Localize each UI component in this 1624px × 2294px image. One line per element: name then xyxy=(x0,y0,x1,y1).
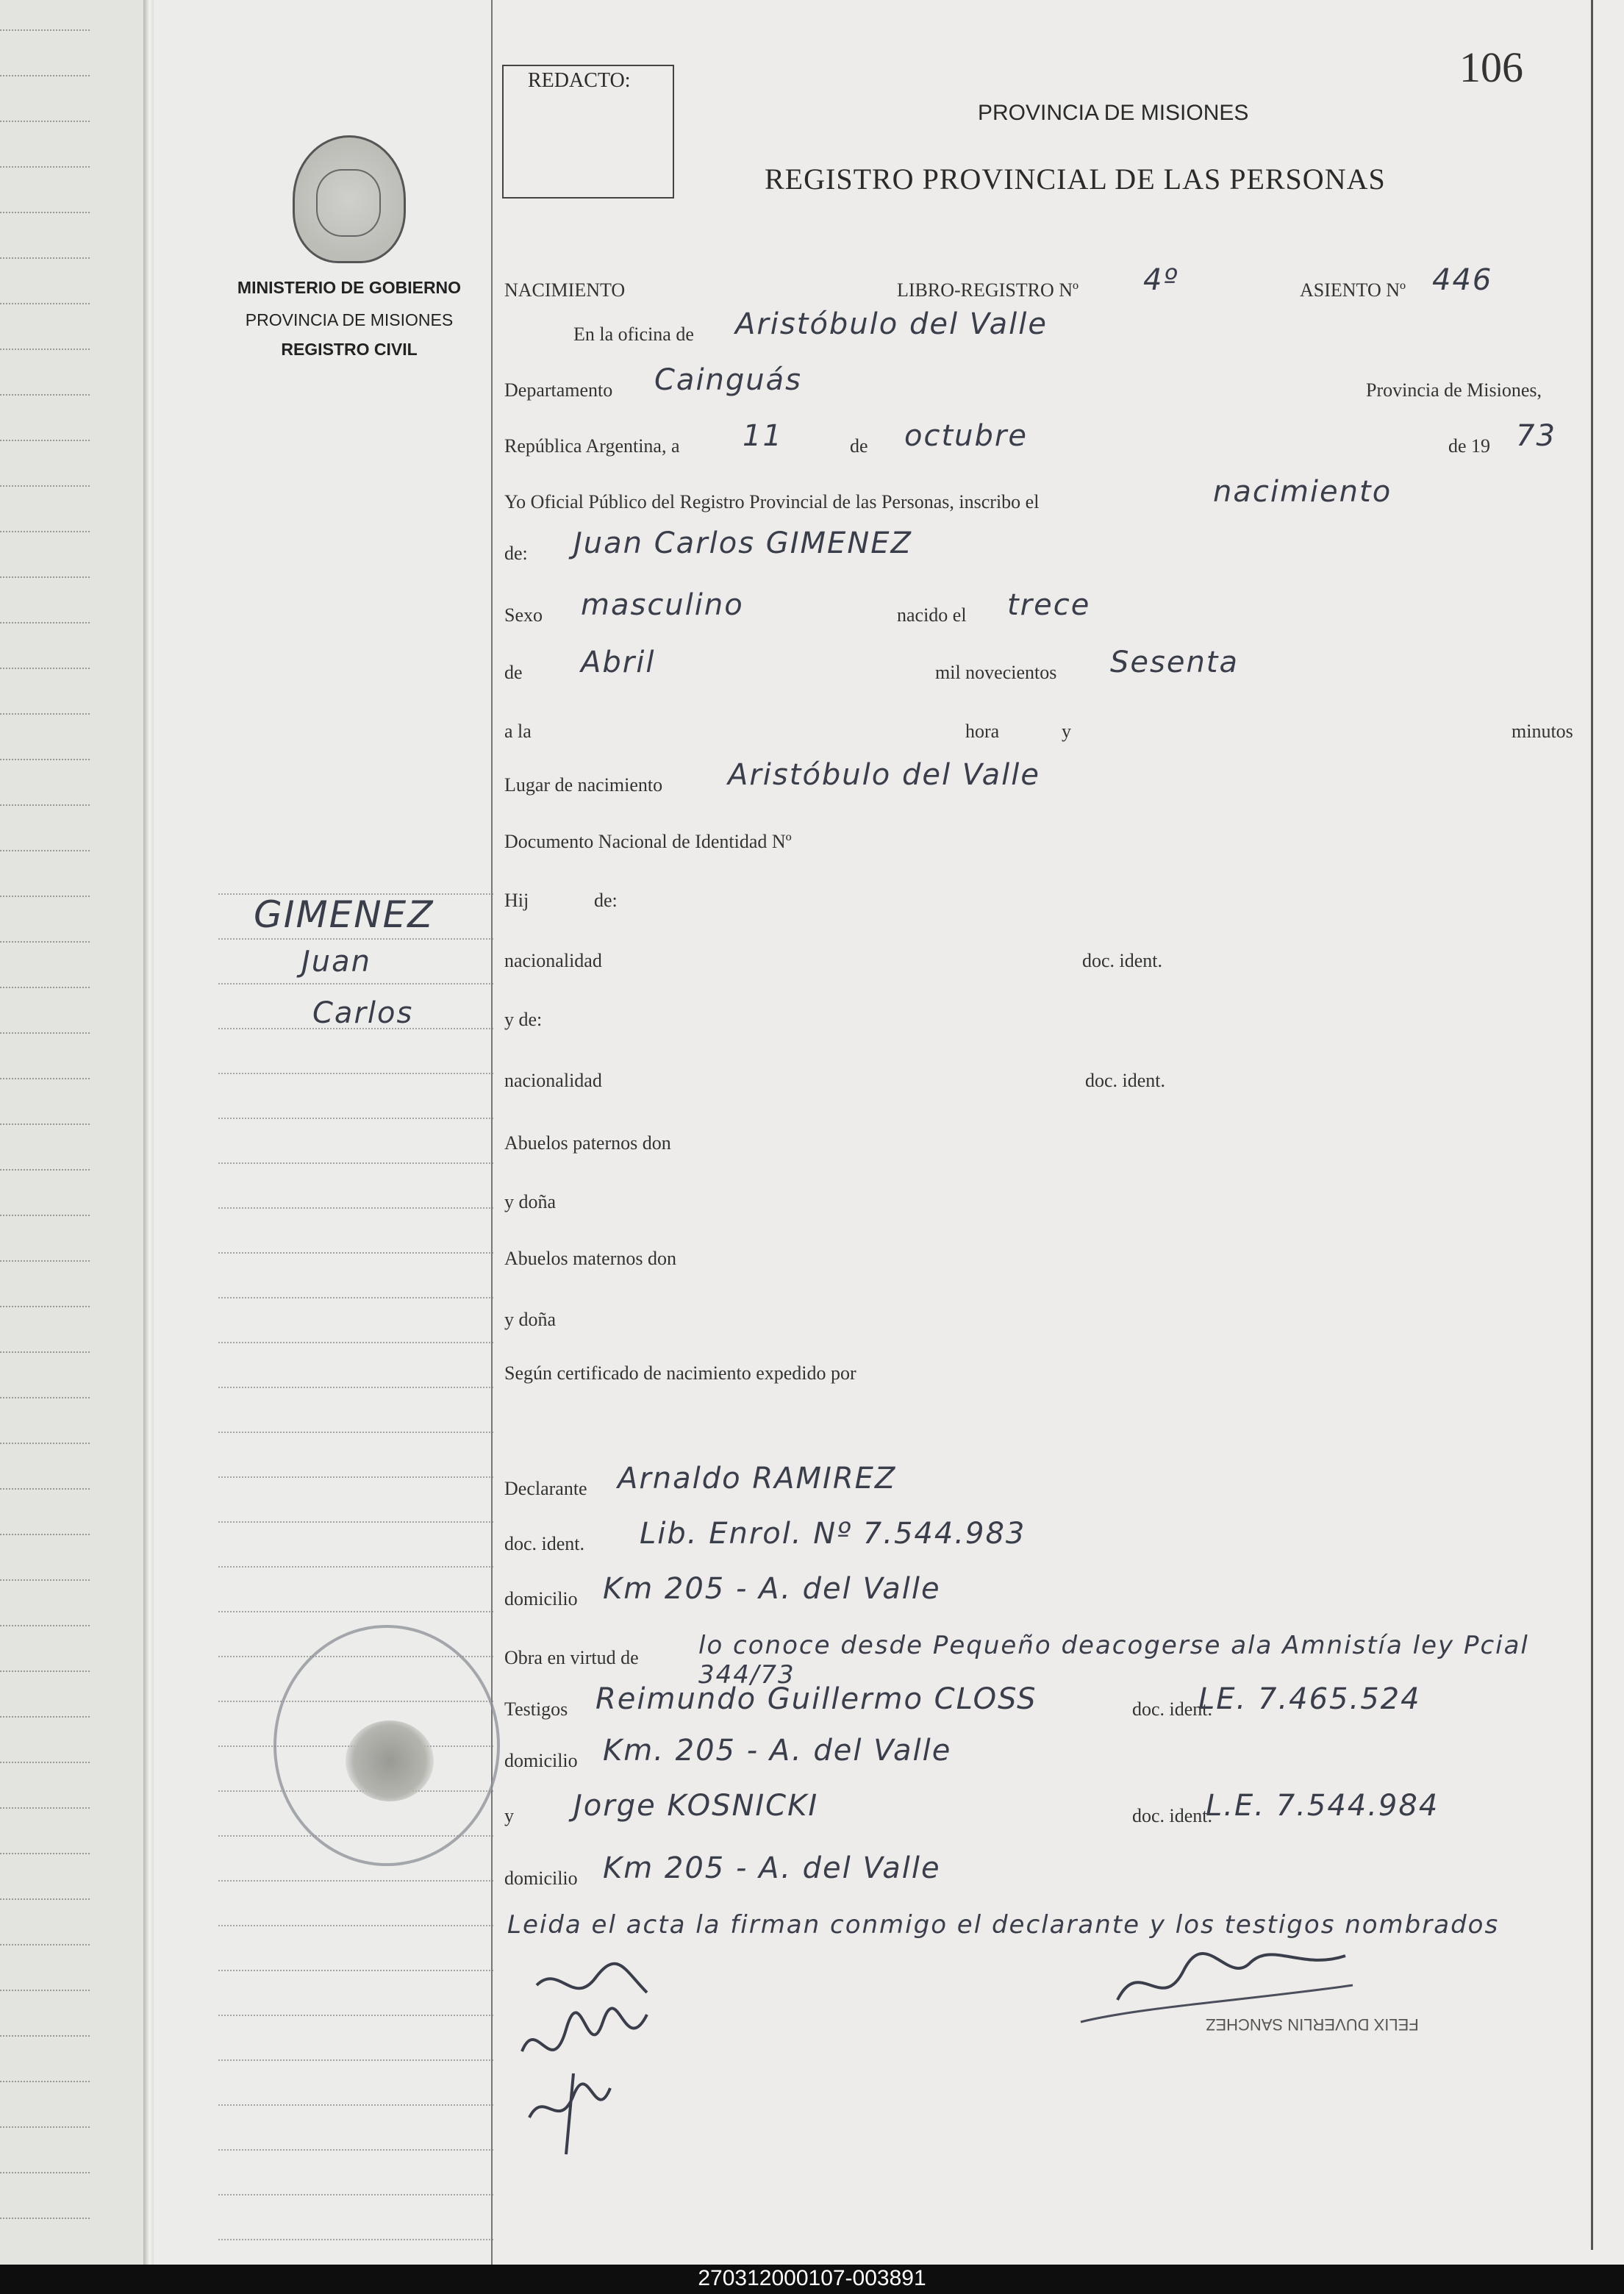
left-page-rule xyxy=(0,303,90,304)
book-spine xyxy=(143,0,154,2265)
form-label-domicilio-label: domicilio xyxy=(504,1588,578,1609)
left-page-rule xyxy=(0,668,90,669)
form-value-libro-value: 4º xyxy=(1143,263,1179,297)
left-page-rule xyxy=(0,2218,90,2219)
left-page-rule xyxy=(0,850,90,851)
left-page-rule xyxy=(0,2172,90,2173)
form-label-sexo-label: Sexo xyxy=(504,604,543,626)
form-label-mil-label: mil novecientos xyxy=(935,662,1057,683)
stub-surname: GIMENEZ xyxy=(254,893,434,936)
left-page-rule xyxy=(0,257,90,259)
form-label-hij-label: Hij xyxy=(504,890,529,911)
left-page-rule xyxy=(0,29,90,31)
form-label-oficina-label: En la oficina de xyxy=(573,324,694,345)
form-label-republica-label: República Argentina, a xyxy=(504,435,680,457)
left-page-rule xyxy=(0,1215,90,1216)
left-page-rule xyxy=(0,1397,90,1398)
form-value-domicilio-decl-value: Km 205 - A. del Valle xyxy=(603,1572,941,1606)
left-page-rule xyxy=(0,75,90,76)
form-label-segun-label: Según certificado de nacimiento expedido por xyxy=(504,1362,856,1384)
left-page-rule xyxy=(0,1169,90,1171)
form-value-nacido-value: trece xyxy=(1007,588,1091,622)
form-value-mes-nac-value: Abril xyxy=(581,646,656,679)
left-page-rule xyxy=(0,2081,90,2082)
form-label-documento-label: Documento Nacional de Identidad Nº xyxy=(504,831,792,852)
stub-first-name: Juan xyxy=(301,945,372,979)
left-page-rule xyxy=(0,1944,90,1945)
form-label-libro-label: LIBRO-REGISTRO Nº xyxy=(897,279,1079,301)
official-name-stamp: FELIX DUVERLIN SANCHEZ xyxy=(1206,2015,1419,2034)
form-label-departamento-label: Departamento xyxy=(504,379,613,401)
left-page-rule xyxy=(0,1853,90,1854)
left-page-rule xyxy=(0,1534,90,1535)
left-page-rule xyxy=(0,440,90,441)
form-label-nacido-label: nacido el xyxy=(897,604,967,626)
form-label-lugar-label: Lugar de nacimiento xyxy=(504,774,663,796)
stub-divider xyxy=(491,0,493,2265)
form-label-nacionalidad-label: nacionalidad xyxy=(504,1070,602,1091)
form-label-y-label: y xyxy=(504,1805,514,1826)
left-page-rule xyxy=(0,1579,90,1581)
form-label-de-nombre-label: de: xyxy=(504,543,528,564)
form-label-de-label: de xyxy=(850,435,868,457)
form-value-testigo1-value: Reimundo Guillermo CLOSS xyxy=(595,1682,1037,1716)
left-page-rule xyxy=(0,394,90,396)
left-page-rule xyxy=(0,896,90,897)
left-page-rule xyxy=(0,212,90,213)
form-value-departamento-value: Cainguás xyxy=(654,363,802,397)
form-label-obra-label: Obra en virtud de xyxy=(504,1647,639,1668)
form-value-testigo2-domicilio: Km 205 - A. del Valle xyxy=(603,1851,941,1885)
left-page-rule xyxy=(0,1488,90,1490)
form-label-de-mes-label: de xyxy=(504,662,523,683)
form-label-y-de-label: y de: xyxy=(504,1009,543,1030)
left-page-rule xyxy=(0,2126,90,2128)
form-value-mil-value: Sesenta xyxy=(1110,646,1239,679)
left-page-rule xyxy=(0,622,90,623)
document-id-footer: 270312000107-003891 xyxy=(698,2266,926,2290)
left-page-rule xyxy=(0,759,90,760)
form-value-lugar-value: Aristóbulo del Valle xyxy=(728,758,1040,792)
form-label-minutos-label: minutos xyxy=(1512,721,1573,742)
left-page-rule xyxy=(0,1898,90,1900)
left-page-rule xyxy=(0,1306,90,1307)
form-value-leida-value: Leida el acta la firman conmigo el declarante y los testigos nombrados xyxy=(507,1910,1500,1940)
left-page-rule xyxy=(0,576,90,578)
form-label-abuelos-paternos-label: Abuelos paternos don xyxy=(504,1132,671,1154)
left-page-rule xyxy=(0,1671,90,1672)
left-page-rule xyxy=(0,804,90,806)
form-value-oficina-value: Aristóbulo del Valle xyxy=(735,307,1048,341)
registro-title: REGISTRO PROVINCIAL DE LAS PERSONAS xyxy=(765,162,1386,196)
form-value-yo-oficial-value: nacimiento xyxy=(1213,475,1392,509)
left-page-rule xyxy=(0,485,90,487)
form-label-doc-ident-label: doc. ident. xyxy=(1085,1070,1166,1091)
provincia-subheading: PROVINCIA DE MISIONES xyxy=(245,310,454,329)
form-label-domicilio-label: domicilio xyxy=(504,1868,578,1889)
form-label-y-label: y xyxy=(1062,721,1071,742)
left-page-rule xyxy=(0,941,90,943)
form-value-doc-ident-decl-value: Lib. Enrol. Nº 7.544.983 xyxy=(640,1517,1026,1551)
left-page-rule xyxy=(0,166,90,168)
form-label-nacionalidad-label: nacionalidad xyxy=(504,950,602,971)
left-page-rule xyxy=(0,1123,90,1125)
form-value-nombre-value: Juan Carlos GIMENEZ xyxy=(573,526,912,560)
form-label-asiento-label: ASIENTO Nº xyxy=(1300,279,1406,301)
left-page-rule xyxy=(0,987,90,988)
left-page-rule xyxy=(0,1260,90,1262)
main-right-border xyxy=(1591,0,1593,2250)
form-label-provincia-suffix: Provincia de Misiones, xyxy=(1366,379,1542,401)
form-label-doc-ident-label: doc. ident. xyxy=(504,1533,585,1554)
left-page-rule xyxy=(0,2035,90,2037)
left-page-rule xyxy=(0,713,90,715)
page-number: 106 xyxy=(1459,43,1523,91)
form-label-hora-label: hora xyxy=(965,721,1000,742)
form-label-y-dona-label: y doña xyxy=(504,1191,557,1212)
stamp-portrait xyxy=(346,1721,434,1801)
form-value-dia-value: 11 xyxy=(743,419,783,453)
seal-emblem xyxy=(316,169,381,237)
form-label-anio-label: de 19 xyxy=(1448,435,1491,457)
form-value-obra-value: lo conoce desde Pequeño deacogerse ala Amnistía ley Pcial 344/73 xyxy=(698,1631,1529,1690)
left-page-rule xyxy=(0,1762,90,1763)
left-page-rule xyxy=(0,531,90,532)
form-label-doc-ident-label: doc. ident. xyxy=(1132,1698,1213,1720)
left-page-rule xyxy=(0,1625,90,1626)
left-page-rule xyxy=(0,1716,90,1718)
form-label-hij-de-label: de: xyxy=(594,890,618,911)
form-label-nacimiento-label: NACIMIENTO xyxy=(504,279,626,301)
left-page-rule xyxy=(0,1032,90,1034)
form-value-declarante-value: Arnaldo RAMIREZ xyxy=(618,1462,897,1496)
provincia-title: PROVINCIA DE MISIONES xyxy=(978,101,1249,125)
form-label-a-la-label: a la xyxy=(504,721,532,742)
form-value-testigo1-doc: LE. 7.465.524 xyxy=(1198,1682,1421,1716)
form-label-testigos-label: Testigos xyxy=(504,1698,568,1720)
left-page-rule xyxy=(0,1078,90,1079)
form-value-testigo2-doc: L.E. 7.544.984 xyxy=(1206,1789,1439,1823)
form-label-yo-oficial-label: Yo Oficial Público del Registro Provincial de las Personas, inscribo el xyxy=(504,491,1040,512)
left-page-edge xyxy=(0,0,147,2265)
ministerio-heading: MINISTERIO DE GOBIERNO xyxy=(237,278,462,297)
left-page-rule xyxy=(0,1443,90,1444)
form-value-mes-value: octubre xyxy=(904,419,1028,453)
left-page-rule xyxy=(0,121,90,122)
redacto-label: REDACTO: xyxy=(528,69,631,92)
form-value-testigo1-domicilio: Km. 205 - A. del Valle xyxy=(603,1734,952,1768)
form-value-asiento-value: 446 xyxy=(1432,263,1493,297)
form-value-testigo2-value: Jorge KOSNICKI xyxy=(573,1789,819,1823)
form-label-y-dona-label: y doña xyxy=(504,1309,557,1330)
form-label-doc-ident-label: doc. ident. xyxy=(1082,950,1163,971)
left-page-rule xyxy=(0,1990,90,1991)
left-page-rule xyxy=(0,1351,90,1353)
form-value-sexo-value: masculino xyxy=(581,588,744,622)
form-value-anio-value: 73 xyxy=(1516,419,1556,453)
left-page-rule xyxy=(0,1807,90,1809)
form-label-declarante-label: Declarante xyxy=(504,1478,587,1499)
form-label-domicilio-label: domicilio xyxy=(504,1750,578,1771)
left-page-rule xyxy=(0,349,90,350)
form-label-doc-ident-label: doc. ident. xyxy=(1132,1805,1213,1826)
declarant-witness-signatures xyxy=(507,1941,728,2162)
form-label-abuelos-maternos-label: Abuelos maternos don xyxy=(504,1248,676,1269)
stub-second-name: Carlos xyxy=(312,996,414,1030)
registro-civil-heading: REGISTRO CIVIL xyxy=(281,340,418,359)
